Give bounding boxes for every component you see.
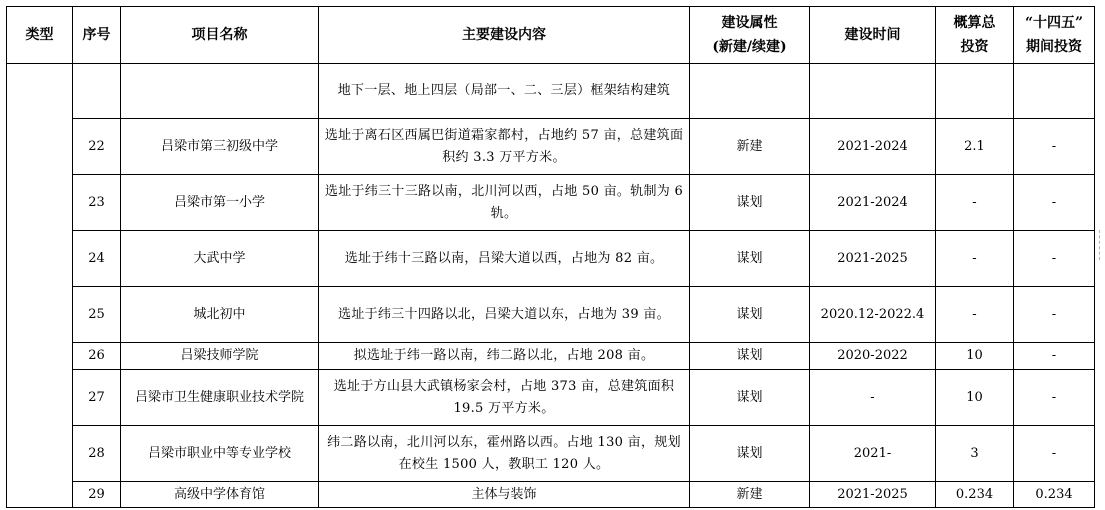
- type-cell: [7, 64, 73, 508]
- name-cell: 大武中学: [121, 231, 319, 287]
- content-cell: 主体与装饰: [319, 482, 690, 508]
- attr-cell: 谋划: [690, 175, 810, 231]
- time-cell: 2020.12-2022.4: [810, 287, 936, 343]
- header-total: [936, 7, 1014, 64]
- plan-cell: -: [1014, 343, 1095, 370]
- total-cell: [936, 64, 1014, 119]
- table-row: [7, 370, 1095, 426]
- name-cell: 吕梁市第一小学: [121, 175, 319, 231]
- name-cell: 高级中学体育馆: [121, 482, 319, 508]
- seq-cell: 27: [73, 370, 121, 426]
- content-cell: 选址于离石区西属巴街道霜家都村，占地约 57 亩，总建筑面积约 3.3 万平方米。: [319, 119, 690, 175]
- content-cell: 选址于纬十三路以南，吕梁大道以西，占地为 82 亩。: [319, 231, 690, 287]
- table-row: [7, 482, 1095, 508]
- seq-cell: 25: [73, 287, 121, 343]
- attr-cell: 谋划: [690, 426, 810, 482]
- time-cell: 2020-2022: [810, 343, 936, 370]
- time-cell: [810, 64, 936, 119]
- name-cell: [121, 64, 319, 119]
- header-attr-line2: (新建/续建): [712, 39, 787, 55]
- plan-cell: -: [1014, 175, 1095, 231]
- plan-cell: 0.234: [1014, 482, 1095, 508]
- seq-cell: 26: [73, 343, 121, 370]
- header-total-line2: 投资: [960, 39, 989, 55]
- attr-cell: [690, 64, 810, 119]
- content-cell: 选址于方山县大武镇杨家会村，占地 373 亩，总建筑面积 19.5 万平方米。: [319, 370, 690, 426]
- table-row: [7, 119, 1095, 175]
- plan-cell: [1014, 64, 1095, 119]
- time-cell: -: [810, 370, 936, 426]
- total-cell: 2.1: [936, 119, 1014, 175]
- total-cell: -: [936, 175, 1014, 231]
- total-cell: -: [936, 231, 1014, 287]
- table-row: [7, 64, 1095, 119]
- seq-cell: 29: [73, 482, 121, 508]
- total-cell: 10: [936, 370, 1014, 426]
- seq-cell: 24: [73, 231, 121, 287]
- total-cell: 0.234: [936, 482, 1014, 508]
- header-type: 类型: [7, 7, 73, 64]
- name-cell: 吕梁市第三初级中学: [121, 119, 319, 175]
- name-cell: 吕梁技师学院: [121, 343, 319, 370]
- header-seq: 序号: [73, 7, 121, 64]
- plan-cell: -: [1014, 370, 1095, 426]
- attr-cell: 新建: [690, 119, 810, 175]
- time-cell: 2021-: [810, 426, 936, 482]
- total-cell: 3: [936, 426, 1014, 482]
- seq-cell: 28: [73, 426, 121, 482]
- header-total-line1: 概算总: [953, 15, 996, 31]
- name-cell: 吕梁市职业中等专业学校: [121, 426, 319, 482]
- time-cell: 2021-2025: [810, 231, 936, 287]
- attr-cell: 新建: [690, 482, 810, 508]
- seq-cell: 22: [73, 119, 121, 175]
- content-cell: 地下一层、地上四层（局部一、二、三层）框架结构建筑: [319, 64, 690, 119]
- header-time: 建设时间: [810, 7, 936, 64]
- plan-cell: -: [1014, 426, 1095, 482]
- investment-table: [6, 6, 1095, 508]
- content-cell: 选址于纬三十三路以南，北川河以西，占地 50 亩。轨制为 6 轨。: [319, 175, 690, 231]
- time-cell: 2021-2024: [810, 119, 936, 175]
- attr-cell: 谋划: [690, 287, 810, 343]
- plan-cell: -: [1014, 231, 1095, 287]
- header-attr: [690, 7, 810, 64]
- page-edge-mark: [1099, 230, 1104, 260]
- attr-cell: 谋划: [690, 231, 810, 287]
- time-cell: 2021-2024: [810, 175, 936, 231]
- header-name: 项目名称: [121, 7, 319, 64]
- table-row: [7, 343, 1095, 370]
- time-cell: 2021-2025: [810, 482, 936, 508]
- attr-cell: 谋划: [690, 370, 810, 426]
- header-attr-line1: 建设属性: [721, 15, 778, 31]
- header-row: [7, 7, 1095, 64]
- total-cell: 10: [936, 343, 1014, 370]
- plan-cell: -: [1014, 119, 1095, 175]
- table-row: [7, 426, 1095, 482]
- header-plan: [1014, 7, 1095, 64]
- content-cell: 选址于纬三十四路以北，吕梁大道以东，占地为 39 亩。: [319, 287, 690, 343]
- name-cell: 吕梁市卫生健康职业技术学院: [121, 370, 319, 426]
- content-cell: 拟选址于纬一路以南，纬二路以北，占地 208 亩。: [319, 343, 690, 370]
- attr-cell: 谋划: [690, 343, 810, 370]
- header-plan-line1: “十四五”: [1024, 15, 1084, 31]
- plan-cell: -: [1014, 287, 1095, 343]
- table-row: [7, 231, 1095, 287]
- table-row: [7, 287, 1095, 343]
- seq-cell: [73, 64, 121, 119]
- header-content: 主要建设内容: [319, 7, 690, 64]
- name-cell: 城北初中: [121, 287, 319, 343]
- content-cell: 纬二路以南，北川河以东，霍州路以西。占地 130 亩，规划在校生 1500 人，教职工 120 人。: [319, 426, 690, 482]
- header-plan-line2: 期间投资: [1026, 39, 1082, 55]
- seq-cell: 23: [73, 175, 121, 231]
- total-cell: -: [936, 287, 1014, 343]
- table-row: [7, 175, 1095, 231]
